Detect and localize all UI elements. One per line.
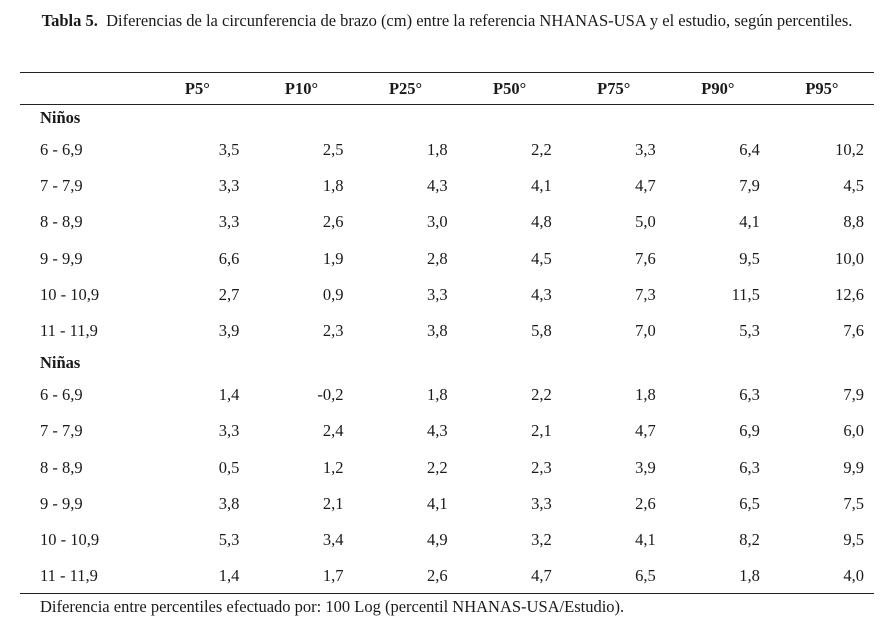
caption-label: Tabla 5. — [41, 11, 98, 30]
row-label: 9 - 9,9 — [40, 248, 83, 268]
table-row — [20, 277, 874, 313]
table-caption — [20, 10, 874, 32]
table-cell: 6,5 — [739, 493, 760, 513]
header-cell-2: P10° — [284, 79, 319, 98]
table-cell: 4,3 — [426, 421, 448, 441]
table-cell: 3,8 — [218, 493, 240, 513]
table-row — [20, 522, 874, 558]
table-cell: 6,3 — [739, 457, 760, 477]
table-cell: 8,8 — [843, 212, 864, 232]
table-cell: 1,8 — [635, 385, 656, 405]
row-label: 8 - 8,9 — [40, 212, 83, 232]
header-cell-6: P90° — [701, 79, 735, 98]
table-row — [20, 450, 874, 486]
table-cell: 3,3 — [218, 212, 240, 232]
table-row — [20, 204, 874, 240]
row-label: 7 - 7,9 — [40, 421, 83, 441]
table-cell: 2,6 — [426, 566, 448, 586]
table-cell: 2,7 — [218, 284, 240, 304]
table-cell: 5,0 — [635, 212, 656, 232]
table-cell: 2,3 — [322, 321, 344, 341]
row-label: 10 - 10,9 — [40, 529, 100, 549]
group-label: Niños — [40, 108, 81, 127]
caption-text: Diferencias de la circunferencia de brazo (cm) entre la referencia NHANAS-USA y el estudio, según percentiles. — [106, 11, 853, 30]
table-header — [20, 74, 874, 104]
table-cell: 4,0 — [843, 566, 864, 586]
table-cell: 4,3 — [426, 176, 448, 196]
group-row — [20, 349, 874, 377]
table-cell: 2,1 — [531, 421, 552, 441]
header-cell-empty — [20, 74, 145, 104]
table-cell: 9,5 — [739, 248, 760, 268]
table-footnote: Diferencia entre percentiles efectuado por: 100 Log (percentil NHANAS-USA/Estudio). — [40, 597, 625, 616]
table-cell: 1,8 — [322, 176, 344, 196]
table-cell: 4,1 — [635, 529, 656, 549]
table-cell: 4,1 — [426, 493, 448, 513]
table-cell: 3,3 — [426, 284, 448, 304]
table-cell: 3,5 — [218, 140, 240, 160]
table-cell: 12,6 — [835, 284, 864, 304]
table-cell: 7,9 — [843, 385, 864, 405]
table-cell: 3,3 — [218, 421, 240, 441]
header-cell-4: P50° — [493, 79, 527, 98]
header-cell-1: P5° — [184, 79, 210, 98]
table-cell: 3,3 — [531, 493, 552, 513]
table-cell: 3,9 — [635, 457, 656, 477]
table-cell: 1,4 — [218, 385, 240, 405]
table-cell: 1,8 — [426, 385, 448, 405]
table-row — [20, 168, 874, 204]
table-cell: 4,7 — [531, 566, 552, 586]
table-cell: 2,3 — [531, 457, 552, 477]
table-cell: 3,4 — [322, 529, 344, 549]
table-row — [20, 558, 874, 594]
row-label: 7 - 7,9 — [40, 176, 83, 196]
group-label: Niñas — [40, 353, 81, 373]
table-cell: 10,0 — [835, 248, 864, 268]
row-label: 9 - 9,9 — [40, 493, 83, 513]
data-table — [20, 74, 874, 594]
table-cell: 4,7 — [635, 421, 656, 441]
table-row — [20, 486, 874, 522]
table-row — [20, 241, 874, 277]
table-cell: 10,2 — [835, 140, 864, 160]
row-label: 11 - 11,9 — [40, 321, 98, 341]
table-cell: 4,1 — [739, 212, 760, 232]
header-cell-7: P95° — [805, 79, 839, 98]
table-cell: 4,3 — [531, 284, 552, 304]
table-body — [20, 104, 874, 594]
table-cell: 5,3 — [739, 321, 760, 341]
table-cell: 7,0 — [635, 321, 656, 341]
table-cell: 2,5 — [322, 140, 344, 160]
table-cell: 4,5 — [531, 248, 552, 268]
table-cell: 9,9 — [843, 457, 864, 477]
table-row — [20, 313, 874, 349]
table-cell: 7,6 — [843, 321, 864, 341]
table-cell: 6,4 — [739, 140, 760, 160]
table-cell: 7,3 — [635, 284, 656, 304]
table-cell: 3,2 — [531, 529, 552, 549]
table-cell: 5,8 — [531, 321, 552, 341]
table-cell: 1,9 — [322, 248, 344, 268]
row-label: 8 - 8,9 — [40, 457, 83, 477]
table-cell: 8,2 — [739, 529, 760, 549]
table-cell: -0,2 — [317, 385, 344, 405]
table-cell: 3,9 — [218, 321, 240, 341]
table-cell: 1,2 — [322, 457, 344, 477]
table-cell: 9,5 — [843, 529, 864, 549]
group-row — [20, 104, 874, 132]
table-cell: 2,8 — [426, 248, 448, 268]
table-cell: 2,6 — [322, 212, 344, 232]
table-cell: 3,3 — [218, 176, 240, 196]
table-cell: 0,9 — [322, 284, 344, 304]
table-cell: 2,6 — [635, 493, 656, 513]
table-cell: 4,1 — [531, 176, 552, 196]
table-cell: 0,5 — [218, 457, 240, 477]
row-label: 6 - 6,9 — [40, 385, 83, 405]
row-label: 10 - 10,9 — [40, 284, 100, 304]
table-cell: 7,9 — [739, 176, 760, 196]
table-cell: 4,7 — [635, 176, 656, 196]
table-cell: 5,3 — [218, 529, 240, 549]
table-row — [20, 377, 874, 413]
table-row — [20, 132, 874, 168]
table-cell: 3,0 — [426, 212, 448, 232]
table-cell: 7,5 — [843, 493, 864, 513]
table-cell: 2,2 — [426, 457, 448, 477]
table-cell: 6,3 — [739, 385, 760, 405]
table-cell: 1,8 — [426, 140, 448, 160]
table-cell: 11,5 — [731, 284, 760, 304]
table-cell: 3,3 — [635, 140, 656, 160]
table-cell: 6,5 — [635, 566, 656, 586]
row-label: 11 - 11,9 — [40, 566, 98, 586]
top-rule — [20, 72, 874, 73]
table-cell: 7,6 — [635, 248, 656, 268]
table-cell: 4,9 — [426, 529, 448, 549]
table-cell: 1,7 — [322, 566, 344, 586]
table-cell: 2,4 — [322, 421, 344, 441]
table-cell: 3,8 — [426, 321, 448, 341]
table-cell: 1,8 — [739, 566, 760, 586]
table-cell: 2,2 — [531, 385, 552, 405]
table-cell: 2,2 — [531, 140, 552, 160]
row-label: 6 - 6,9 — [40, 140, 83, 160]
table-cell: 6,9 — [739, 421, 760, 441]
header-cell-3: P25° — [388, 79, 423, 98]
table-cell: 6,0 — [843, 421, 864, 441]
header-row — [20, 74, 874, 104]
table-cell: 4,8 — [531, 212, 552, 232]
table-row — [20, 413, 874, 449]
header-cell-5: P75° — [597, 79, 631, 98]
table-cell: 4,5 — [843, 176, 864, 196]
table-cell: 6,6 — [218, 248, 240, 268]
table-cell: 2,1 — [322, 493, 344, 513]
table-cell: 1,4 — [218, 566, 240, 586]
